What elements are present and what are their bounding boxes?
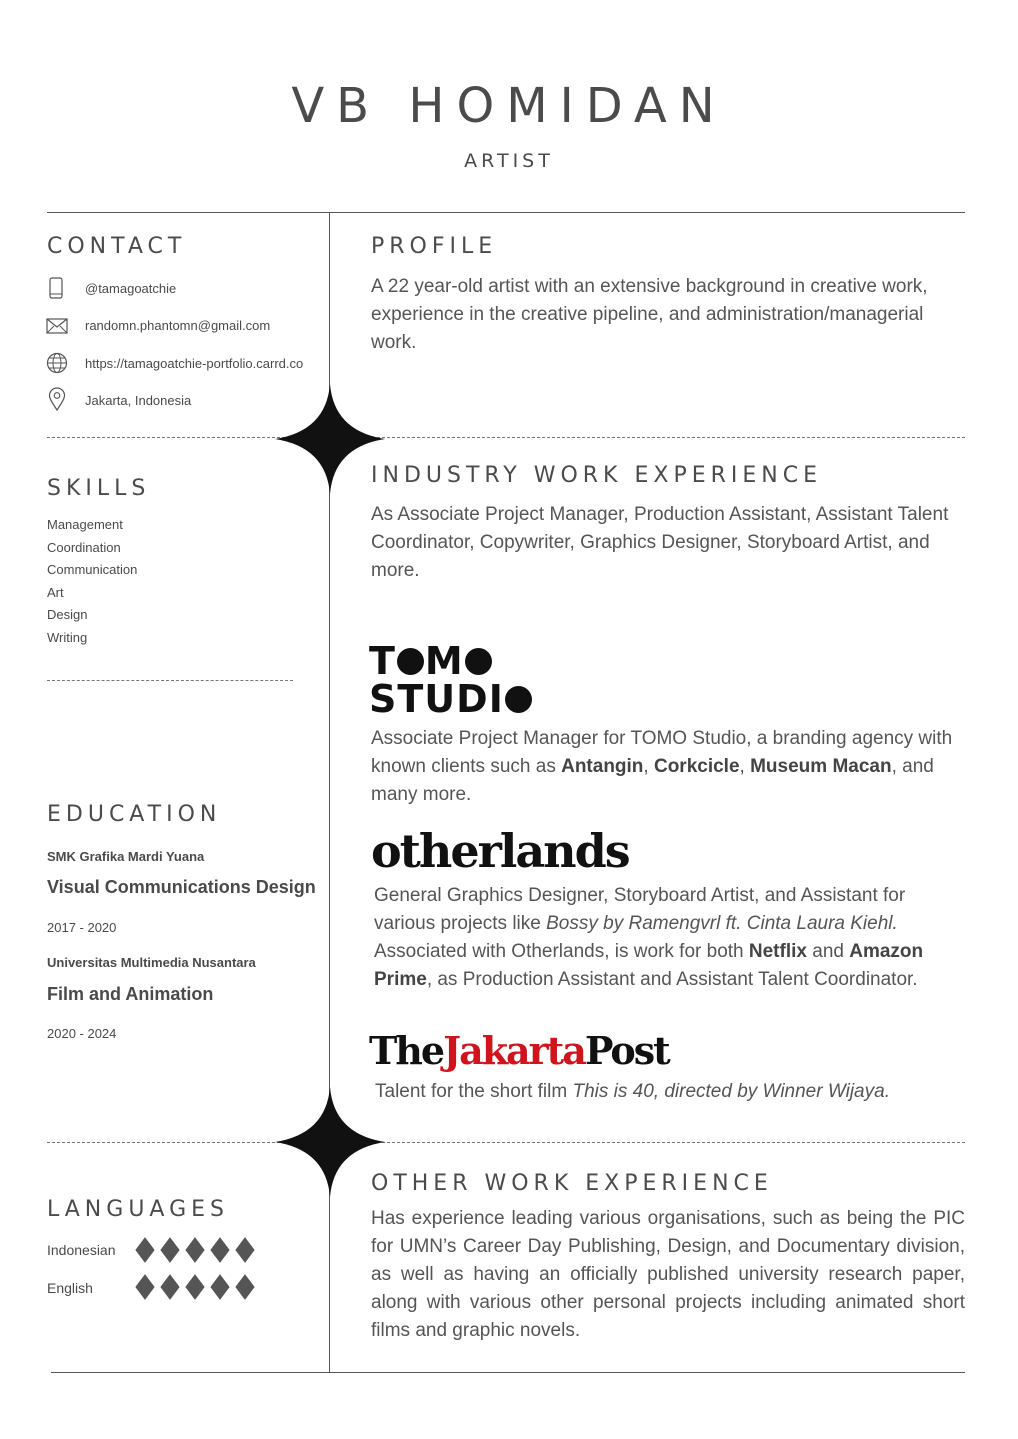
tomo-description: Associate Project Manager for TOMO Studio, a branding agency with known clients such as Antangin, Corkcicle, Museum Macan, and many more. — [371, 728, 953, 805]
phone-icon — [45, 277, 67, 299]
top-divider — [47, 212, 965, 213]
sparkle-star-icon — [275, 384, 385, 494]
contact-location: Jakarta, Indonesia — [85, 393, 192, 408]
skills-list — [47, 514, 137, 650]
industry-heading: INDUSTRY WORK EXPERIENCE — [371, 463, 823, 488]
skill-item: Writing — [47, 629, 88, 645]
jakarta-post-logo: TheJakartaPost — [369, 1028, 669, 1073]
skill-item: Art — [47, 584, 64, 600]
other-work-text: Has experience leading various organisations, such as being the PIC for UMN’s Career Day Publishing, Design, and Documentary division, as well as having an officially published university research paper, along with various other personal projects including animated short films and graphic novels. — [371, 1208, 965, 1341]
school-name: SMK Grafika Mardi Yuana — [47, 849, 205, 864]
rating-diamond-icon — [234, 1274, 256, 1300]
languages-heading: LANGUAGES — [47, 1197, 229, 1222]
language-rating — [134, 1237, 256, 1263]
contact-website[interactable]: https://tamagoatchie-portfolio.carrd.co — [85, 356, 304, 371]
education-years: 2020 - 2024 — [47, 1026, 117, 1041]
education-heading: EDUCATION — [47, 802, 222, 827]
skill-item: Coordination — [47, 539, 121, 555]
location-pin-icon — [46, 388, 68, 410]
resume-name: VB HOMIDAN — [291, 78, 727, 134]
contact-email[interactable]: randomn.phantomn@gmail.com — [85, 318, 271, 333]
language-name: Indonesian — [47, 1242, 116, 1258]
logo-dot — [505, 686, 532, 713]
contact-heading: CONTACT — [47, 234, 187, 259]
profile-heading: PROFILE — [371, 234, 498, 259]
logo-text: STUDI — [369, 677, 504, 721]
rating-diamond-icon — [209, 1237, 231, 1263]
skill-item: Design — [47, 607, 88, 623]
rating-diamond-icon — [159, 1237, 181, 1263]
rating-diamond-icon — [134, 1274, 156, 1300]
language-name: English — [47, 1280, 93, 1296]
rating-diamond-icon — [184, 1237, 206, 1263]
industry-intro: As Associate Project Manager, Production Assistant, Assistant Talent Coordinator, Copywriter, Graphics Designer, Storyboard Artist, and more. — [371, 504, 949, 581]
contact-handle[interactable]: @tamagoatchie — [85, 281, 177, 296]
dashed-divider-2 — [47, 1142, 965, 1143]
skill-item: Communication — [47, 562, 138, 578]
logo-text: M — [424, 639, 464, 683]
skill-item: Management — [47, 517, 123, 532]
logo-text: T — [369, 639, 396, 683]
rating-diamond-icon — [159, 1274, 181, 1300]
jakarta-post-description: Talent for the short film This is 40, directed by Winner Wijaya. — [375, 1081, 890, 1102]
skills-heading: SKILLS — [47, 476, 151, 501]
otherlands-logo: otherlands — [371, 824, 629, 878]
profile-text: A 22 year-old artist with an extensive background in creative work, experience in the creative pipeline, and administration/managerial work. — [371, 276, 928, 353]
rating-diamond-icon — [184, 1274, 206, 1300]
sparkle-star-icon — [275, 1087, 385, 1197]
rating-diamond-icon — [134, 1237, 156, 1263]
language-rating — [134, 1274, 256, 1300]
school-name: Universitas Multimedia Nusantara — [47, 955, 256, 970]
tomo-studio-logo — [369, 639, 532, 721]
rating-diamond-icon — [209, 1274, 231, 1300]
otherlands-description: General Graphics Designer, Storyboard Artist, and Assistant for various projects like Bossy by Ramengvrl ft. Cinta Laura Kiehl. Associated with Otherlands, is work for both Netflix and Amazon Prime, as Production Assistant and Assistant Talent Coordinator. — [374, 885, 924, 990]
education-years: 2017 - 2020 — [47, 920, 117, 935]
logo-dot — [465, 648, 492, 675]
other-work-heading: OTHER WORK EXPERIENCE — [371, 1171, 773, 1196]
globe-icon — [46, 352, 68, 374]
logo-dot — [397, 648, 424, 675]
rating-diamond-icon — [234, 1237, 256, 1263]
major-name: Film and Animation — [47, 984, 214, 1004]
resume-role: ARTIST — [464, 150, 554, 172]
major-name: Visual Communications Design — [47, 877, 316, 897]
dashed-divider-skills — [47, 680, 293, 681]
dashed-divider-1 — [47, 437, 965, 438]
mail-icon — [46, 315, 68, 337]
bottom-divider — [51, 1372, 965, 1373]
